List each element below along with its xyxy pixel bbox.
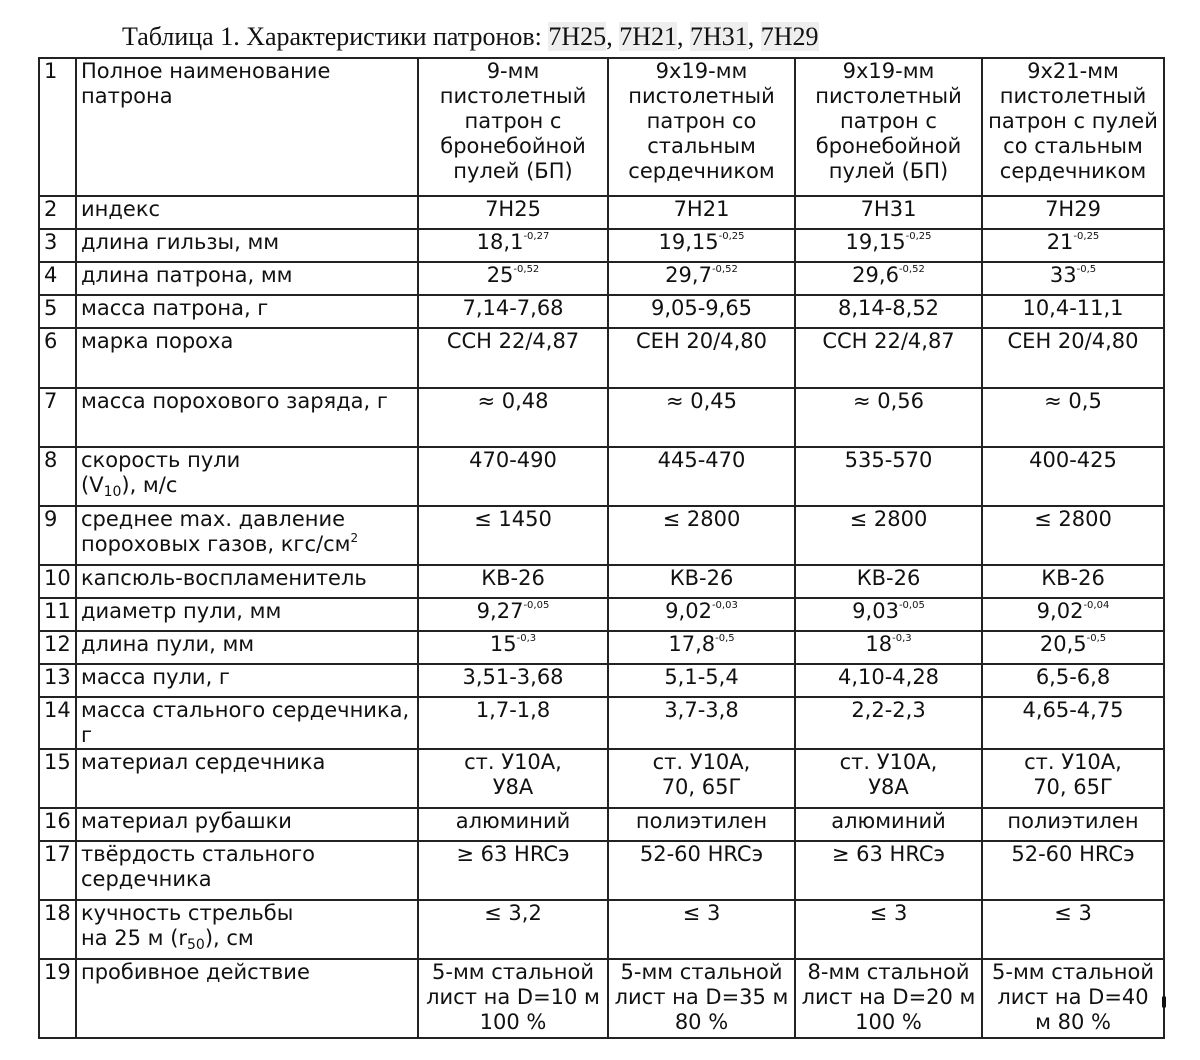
- table-row: [39, 664, 1164, 697]
- table-row: [39, 328, 1164, 388]
- table-cell: $21^{-0,25}$: [982, 229, 1164, 262]
- table-cell: ССН 22/4,87: [418, 328, 608, 388]
- row-number: 1: [39, 58, 76, 196]
- tolerance: -0,25: [1073, 231, 1100, 242]
- table-cell: $9,03^{-0,05}$: [795, 598, 982, 631]
- table-cell: $18,1^{-0,27}$: [418, 229, 608, 262]
- row-number: 15: [39, 749, 76, 808]
- column-header: 9-мм пистолетный патрон с бронебойной пулей (БП): [418, 58, 608, 196]
- row-label: материал сердечника: [76, 749, 418, 808]
- table-cell: 4,65-4,75: [982, 697, 1164, 749]
- tolerance: -0,25: [718, 231, 745, 242]
- table-cell: КВ-26: [608, 565, 795, 598]
- caption-code: 7Н25: [548, 22, 607, 51]
- table-cell: ≤ 3,2: [418, 900, 608, 959]
- table-cell: 400-425: [982, 447, 1164, 506]
- table-cell: ≤ 2800: [982, 506, 1164, 565]
- table-cell: ≈ 0,45: [608, 388, 795, 447]
- table-row: [39, 388, 1164, 447]
- tolerance: -0,52: [711, 264, 738, 275]
- table-row: [39, 295, 1164, 328]
- table-cell: $29,7^{-0,52}$: [608, 262, 795, 295]
- tolerance: -0,52: [898, 264, 925, 275]
- row-label: масса порохового заряда, г: [76, 388, 418, 447]
- table-row: [39, 598, 1164, 631]
- table-cell: 52-60 HRCэ: [982, 841, 1164, 900]
- table-cell: 535-570: [795, 447, 982, 506]
- table-row: [39, 959, 1164, 1038]
- caption-code: 7Н31: [689, 22, 748, 51]
- table-row: [39, 262, 1164, 295]
- row-number: 14: [39, 697, 76, 749]
- column-header: 9х21-мм пистолетный патрон с пулей со стальным сердечником: [982, 58, 1164, 196]
- table-cell: 5,1-5,4: [608, 664, 795, 697]
- row-number: 18: [39, 900, 76, 959]
- table-cell: КВ-26: [982, 565, 1164, 598]
- table-cell: ст. У10А, У8А: [795, 749, 982, 808]
- table-cell: ≤ 3: [795, 900, 982, 959]
- row-number: 6: [39, 328, 76, 388]
- row-number: 10: [39, 565, 76, 598]
- row-label: среднее max. давление пороховых газов, кгс/$см^2$: [76, 506, 418, 565]
- row-label: твёрдость стального сердечника: [76, 841, 418, 900]
- column-header: 9х19-мм пистолетный патрон с бронебойной пулей (БП): [795, 58, 982, 196]
- table-cell: ≤ 2800: [795, 506, 982, 565]
- tolerance: -0,5: [1076, 264, 1097, 275]
- row-number: 9: [39, 506, 76, 565]
- table-cell: $17,8^{-0,5}$: [608, 631, 795, 664]
- table-cell: 5-мм стальной лист на D=40 м 80 %: [982, 959, 1164, 1038]
- row-label: масса патрона, г: [76, 295, 418, 328]
- table-row: [39, 697, 1164, 749]
- row-number: 11: [39, 598, 76, 631]
- row-label: марка пороха: [76, 328, 418, 388]
- table-cell: 7Н21: [608, 196, 795, 229]
- row-label: скорость пули $(V_{10})$, м/с: [76, 447, 418, 506]
- table-cell: КВ-26: [418, 565, 608, 598]
- column-header: 9х19-мм пистолетный патрон со стальным сердечником: [608, 58, 795, 196]
- table-cell: алюминий: [418, 808, 608, 841]
- row-label: пробивное действие: [76, 959, 418, 1038]
- table-cell: $19,15^{-0,25}$: [795, 229, 982, 262]
- table-row: [39, 749, 1164, 808]
- table-cell: $19,15^{-0,25}$: [608, 229, 795, 262]
- caption-code: 7Н29: [760, 22, 819, 51]
- row-label: масса пули, г: [76, 664, 418, 697]
- table-cell: алюминий: [795, 808, 982, 841]
- tolerance: -0,03: [711, 600, 738, 611]
- table-cell: 5-мм стальной лист на D=10 м 100 %: [418, 959, 608, 1038]
- tolerance: -0,04: [1083, 600, 1110, 611]
- table-cell: 7Н29: [982, 196, 1164, 229]
- row-label: материал рубашки: [76, 808, 418, 841]
- table-cell: ≥ 63 HRCэ: [795, 841, 982, 900]
- tolerance: -0,05: [523, 600, 550, 611]
- row-label: масса стального сердечника, г: [76, 697, 418, 749]
- table-cell: $15^{-0,3}$: [418, 631, 608, 664]
- table-cell: полиэтилен: [982, 808, 1164, 841]
- row-number: 4: [39, 262, 76, 295]
- table-cell: СЕН 20/4,80: [982, 328, 1164, 388]
- tolerance: -0,3: [516, 633, 537, 644]
- edge-mark: [1162, 996, 1166, 1008]
- row-label: длина пули, мм: [76, 631, 418, 664]
- row-label: диаметр пули, мм: [76, 598, 418, 631]
- table-cell: $18^{-0,3}$: [795, 631, 982, 664]
- table-cell: ССН 22/4,87: [795, 328, 982, 388]
- table-row: [39, 447, 1164, 506]
- table-row: [39, 506, 1164, 565]
- table-cell: СЕН 20/4,80: [608, 328, 795, 388]
- table-cell: $9,02^{-0,04}$: [982, 598, 1164, 631]
- table-cell: ≤ 3: [608, 900, 795, 959]
- table-cell: 4,10-4,28: [795, 664, 982, 697]
- table-cell: 5-мм стальной лист на D=35 м 80 %: [608, 959, 795, 1038]
- table-row: [39, 565, 1164, 598]
- row-number: 8: [39, 447, 76, 506]
- cartridge-spec-table: [38, 57, 1165, 1039]
- table-row: [39, 196, 1164, 229]
- table-cell: ст. У10А, 70, 65Г: [982, 749, 1164, 808]
- row-label: индекс: [76, 196, 418, 229]
- row-number: 3: [39, 229, 76, 262]
- table-cell: 52-60 HRCэ: [608, 841, 795, 900]
- table-cell: ≤ 1450: [418, 506, 608, 565]
- tolerance: -0,27: [523, 231, 550, 242]
- table-cell: 7Н31: [795, 196, 982, 229]
- table-cell: 445-470: [608, 447, 795, 506]
- table-cell: 6,5-6,8: [982, 664, 1164, 697]
- table-row: [39, 58, 1164, 196]
- table-cell: $29,6^{-0,52}$: [795, 262, 982, 295]
- table-cell: ≤ 2800: [608, 506, 795, 565]
- table-cell: ≤ 3: [982, 900, 1164, 959]
- table-cell: 8,14-8,52: [795, 295, 982, 328]
- row-number: 12: [39, 631, 76, 664]
- table-cell: ст. У10А, У8А: [418, 749, 608, 808]
- table-caption: Таблица 1. Характеристики патронов: 7Н25, 7Н21, 7Н31, 7Н29: [122, 22, 819, 51]
- table-cell: ≥ 63 HRCэ: [418, 841, 608, 900]
- table-cell: 1,7-1,8: [418, 697, 608, 749]
- row-label: Полное наименование патрона: [76, 58, 418, 196]
- table-cell: 7,14-7,68: [418, 295, 608, 328]
- table-cell: $9,27^{-0,05}$: [418, 598, 608, 631]
- row-label: кучность стрельбы на 25 м $(r_{50})$, см: [76, 900, 418, 959]
- row-number: 7: [39, 388, 76, 447]
- row-label: длина патрона, мм: [76, 262, 418, 295]
- table-cell: ≈ 0,48: [418, 388, 608, 447]
- caption-prefix: Таблица 1. Характеристики патронов:: [122, 22, 549, 51]
- tolerance: -0,05: [898, 600, 925, 611]
- tolerance: -0,5: [1086, 633, 1107, 644]
- row-label: длина гильзы, мм: [76, 229, 418, 262]
- table-cell: ≈ 0,5: [982, 388, 1164, 447]
- table-cell: $33^{-0,5}$: [982, 262, 1164, 295]
- row-number: 5: [39, 295, 76, 328]
- row-label: капсюль-воспламенитель: [76, 565, 418, 598]
- row-number: 19: [39, 959, 76, 1038]
- table-cell: 3,51-3,68: [418, 664, 608, 697]
- tolerance: -0,3: [892, 633, 912, 644]
- row-number: 16: [39, 808, 76, 841]
- table-cell: 8-мм стальной лист на D=20 м 100 %: [795, 959, 982, 1038]
- table-cell: ст. У10А, 70, 65Г: [608, 749, 795, 808]
- table-cell: КВ-26: [795, 565, 982, 598]
- row-number: 2: [39, 196, 76, 229]
- tolerance: -0,25: [905, 231, 932, 242]
- table-cell: 3,7-3,8: [608, 697, 795, 749]
- table-cell: 470-490: [418, 447, 608, 506]
- row-number: 13: [39, 664, 76, 697]
- caption-code: 7Н21: [619, 22, 677, 51]
- table-cell: 10,4-11,1: [982, 295, 1164, 328]
- table-cell: полиэтилен: [608, 808, 795, 841]
- table-cell: $25^{-0,52}$: [418, 262, 608, 295]
- tolerance: -0,5: [715, 633, 735, 644]
- table-cell: 7Н25: [418, 196, 608, 229]
- tolerance: -0,52: [513, 264, 540, 275]
- table-cell: $20,5^{-0,5}$: [982, 631, 1164, 664]
- table-cell: 2,2-2,3: [795, 697, 982, 749]
- table-cell: ≈ 0,56: [795, 388, 982, 447]
- table-row: [39, 808, 1164, 841]
- table-cell: $9,02^{-0,03}$: [608, 598, 795, 631]
- row-number: 17: [39, 841, 76, 900]
- table-row: [39, 900, 1164, 959]
- table-cell: 9,05-9,65: [608, 295, 795, 328]
- table-row: [39, 841, 1164, 900]
- table-row: [39, 631, 1164, 664]
- table-row: [39, 229, 1164, 262]
